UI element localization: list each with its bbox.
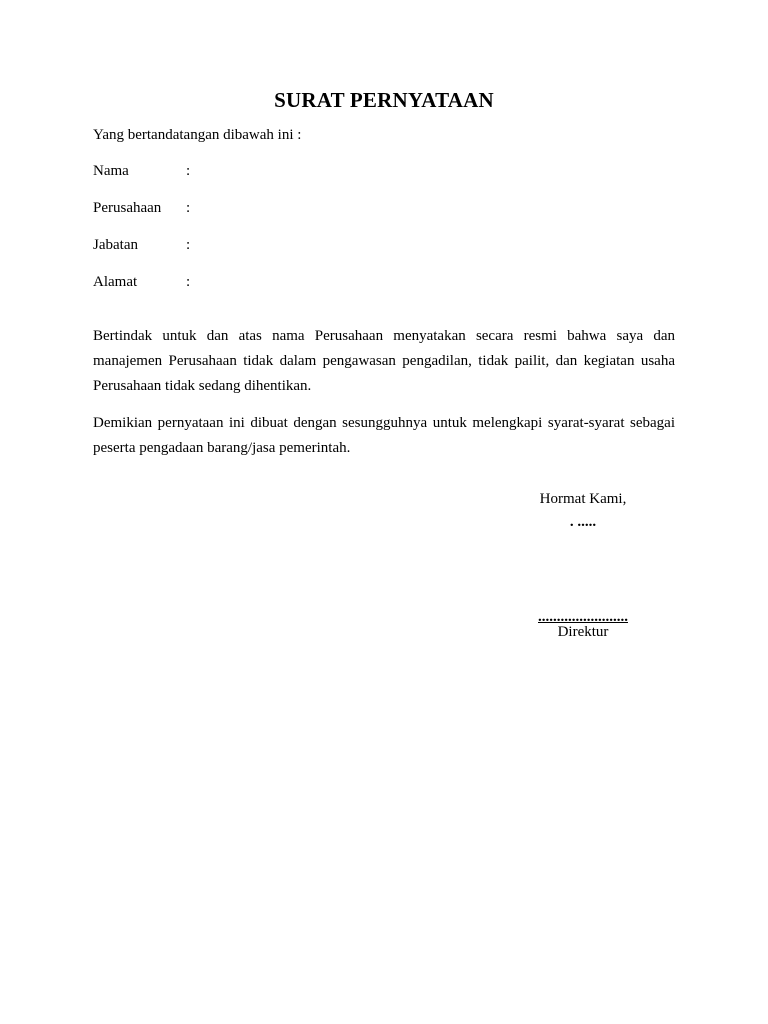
- field-name: [93, 163, 393, 183]
- field-position: [93, 237, 393, 257]
- field-name-colon: :: [186, 163, 191, 179]
- signature-placeholder: ........................: [538, 609, 628, 625]
- signatory-role: Direktur: [557, 624, 609, 640]
- closing-greeting: Hormat Kami,: [539, 491, 627, 507]
- field-address: [93, 274, 393, 294]
- field-address-label: Alamat: [93, 274, 138, 290]
- field-position-colon: :: [186, 237, 191, 253]
- field-name-label: Nama: [93, 163, 129, 179]
- document-title: SURAT PERNYATAAN: [274, 88, 494, 112]
- field-company-colon: :: [186, 200, 191, 216]
- field-company-label: Perusahaan: [93, 200, 162, 216]
- field-position-label: Jabatan: [93, 237, 138, 253]
- field-address-colon: :: [186, 274, 191, 290]
- intro-text: Yang bertandatangan dibawah ini :: [93, 127, 302, 143]
- closing-company: . .....: [569, 514, 597, 530]
- statement-paragraph: Bertindak untuk dan atas nama Perusahaan menyatakan secara resmi bahwa saya dan manajemen Perusahaan tidak dalam pengawasan pengadilan, tidak pailit, dan kegiatan usaha Perusahaan tidak sedang dihentikan.: [93, 328, 675, 394]
- field-company: [93, 200, 393, 220]
- closing-paragraph: Demikian pernyataan ini dibuat dengan sesungguhnya untuk melengkapi syarat-syarat sebagai peserta pengadaan barang/jasa pemerintah.: [93, 415, 675, 456]
